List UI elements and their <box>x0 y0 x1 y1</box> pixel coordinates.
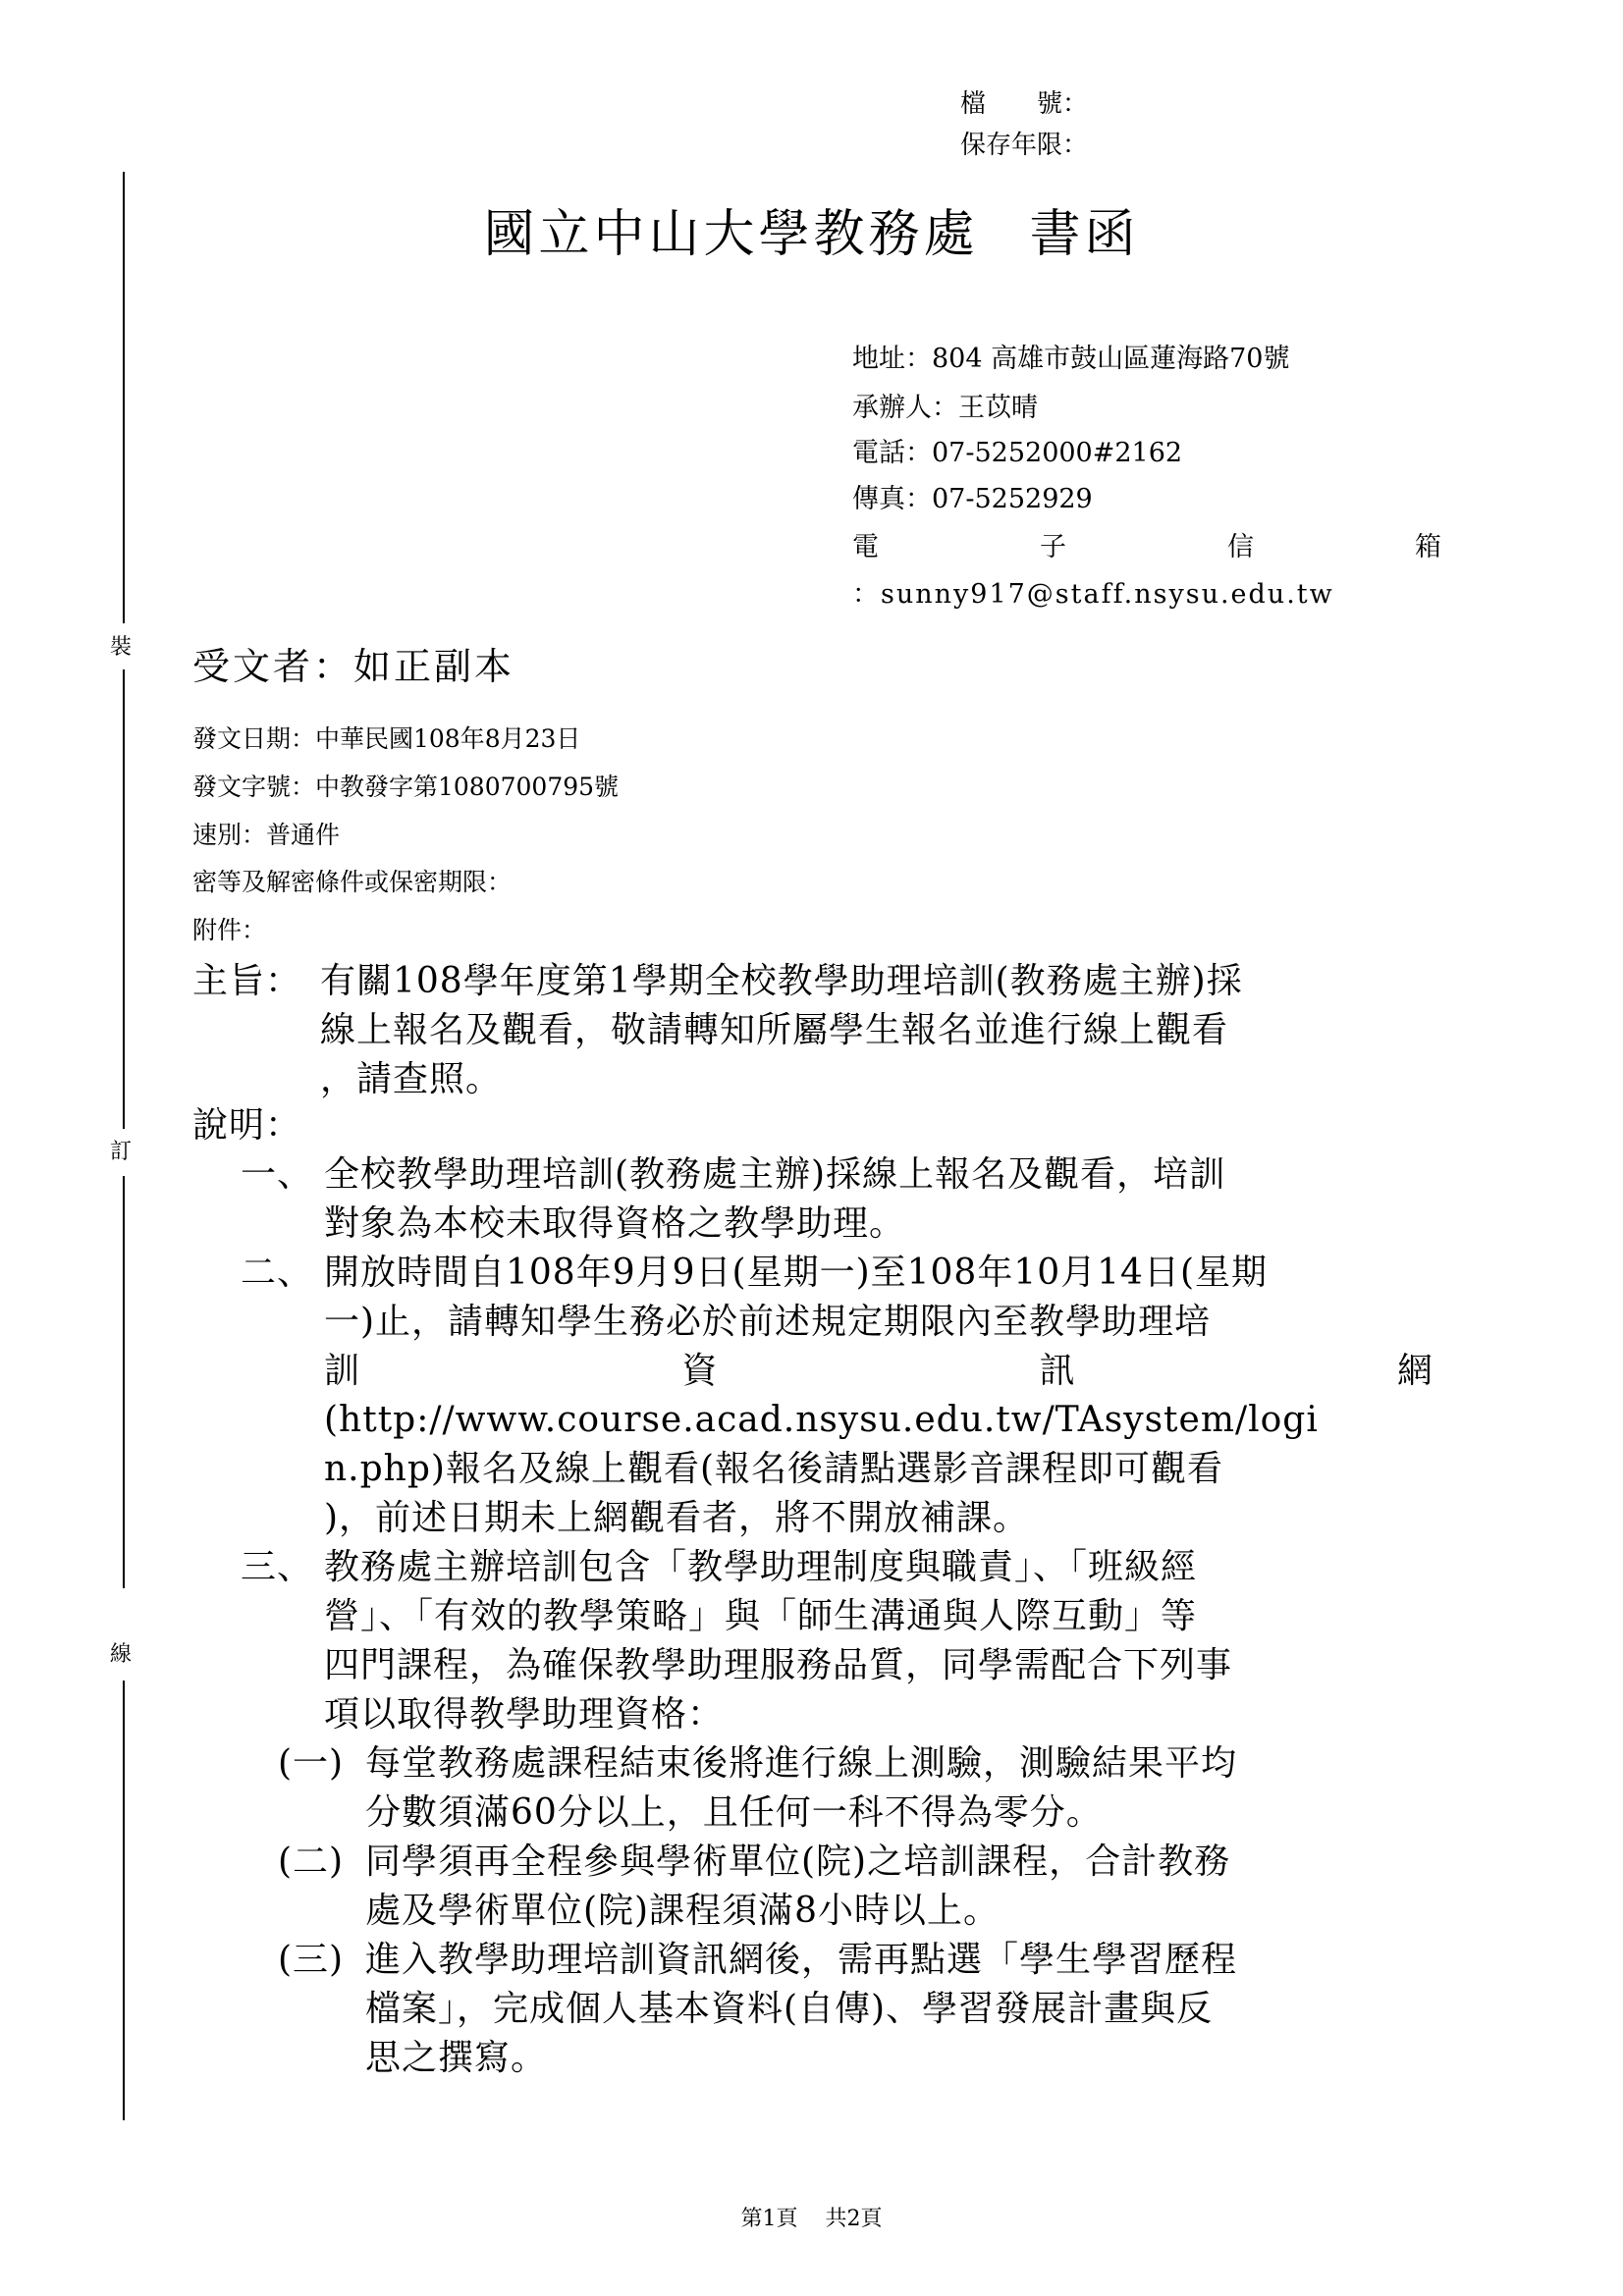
subject-text: 有關108學年度第1學期全校教學助理培訓(教務處主辦)採 線上報名及觀看，敬請轉知所屬學生報名並進行線上觀看 ，請查照。 <box>320 961 1243 1099</box>
document-number: 發文字號：中教發字第1080700795號 <box>192 773 620 801</box>
sub-1-text: 每堂教務處課程結束後將進行線上測驗，測驗結果平均 分數須滿60分以上，且任何一科不得為零分。 <box>365 1743 1238 1833</box>
sub-3-text: 進入教學助理培訓資訊網後，需再點選「學生學習歷程 檔案」，完成個人基本資料(自傳)、學習發展計畫與反 思之撰寫。 <box>365 1940 1238 2078</box>
file-number-label: 檔 號： <box>960 89 1089 119</box>
document-title <box>0 192 1623 266</box>
sub-3-marker: (三) <box>278 1940 345 1980</box>
contact-phone: 電話：07-5252000#2162 <box>852 438 1183 468</box>
security-level: 密等及解密條件或保密期限： <box>192 868 513 896</box>
item-1-text: 全校教學助理培訓(教務處主辦)採線上報名及觀看，培訓 對象為本校未取得資格之教學助理。 <box>324 1154 1226 1244</box>
sub-1-marker: (一) <box>278 1743 345 1784</box>
contact-email-label: 電 子 信 箱 <box>852 532 1441 562</box>
contact-address: 地址：804 高雄市鼓山區蓮海路70號 <box>852 344 1290 374</box>
item-2-marker: 二、 <box>241 1253 314 1293</box>
contact-handler: 承辦人：王苡晴 <box>852 393 1038 423</box>
delivery-speed: 速別：普通件 <box>192 821 341 849</box>
document-type: 書函 <box>1029 205 1140 264</box>
retention-period-label: 保存年限： <box>960 131 1089 160</box>
item-3-text: 教務處主辦培訓包含「教學助理制度與職責」、「班級經 營」、「有效的教學策略」與「師生溝通與人際互動」等 四門課程，為確保教學助理服務品質，同學需配合下列事 項以取得教學助理資格： <box>324 1547 1233 1735</box>
explanation-label: 說明： <box>192 1105 302 1146</box>
page-footer <box>0 2202 1623 2232</box>
binding-mark-zhuang: 裝 <box>110 635 133 660</box>
binding-mark-xian: 線 <box>110 1642 133 1667</box>
issuing-office: 國立中山大學教務處 <box>483 205 979 264</box>
item-2-spread-line: 訓 資 訊 網 <box>324 1351 1434 1391</box>
item-1-marker: 一、 <box>241 1154 314 1195</box>
item-2-url-start: (http://www.course.acad.nsysu.edu.tw/TAsystem/logi <box>324 1400 1319 1440</box>
subject-label: 主旨： <box>192 961 302 1001</box>
issue-date: 發文日期：中華民國108年8月23日 <box>192 724 581 753</box>
item-3-marker: 三、 <box>241 1547 314 1587</box>
page-total: 共2頁 <box>825 2207 883 2231</box>
item-2-text: 開放時間自108年9月9日(星期一)至108年10月14日(星期 一)止，請轉知學生務必於前述規定期限內至教學助理培 訓 資 訊 網 (http://www.course.acad.nsysu.edu.tw/TAsystem/logi n.php)報名及線上觀看(報名後請點選影音課程即可觀看 )，前述日期未上網觀看者，將不開放補課。 <box>324 1253 1434 1538</box>
sub-2-text: 同學須再全程參與學術單位(院)之培訓課程，合計教務 處及學術單位(院)課程須滿8小時以上。 <box>365 1842 1231 1931</box>
contact-fax: 傳真：07-5252929 <box>852 484 1093 514</box>
recipient: 受文者：如正副本 <box>192 645 515 688</box>
sub-2-marker: (二) <box>278 1842 345 1882</box>
page-number: 第1頁 <box>740 2207 798 2231</box>
contact-email: ：sunny917@staff.nsysu.edu.tw <box>852 579 1334 610</box>
attachment: 附件： <box>192 916 267 944</box>
binding-mark-ding: 訂 <box>110 1140 133 1164</box>
